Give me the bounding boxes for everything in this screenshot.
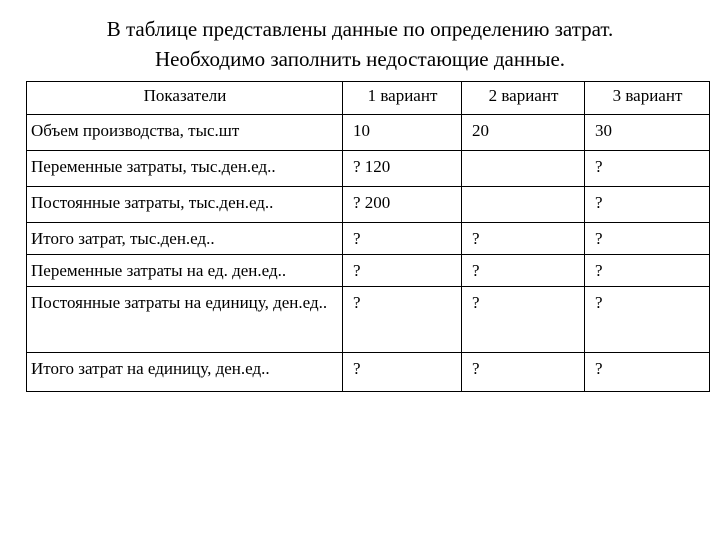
cell-variant-3: ?	[585, 187, 710, 223]
row-label: Постоянные затраты, тыс.ден.ед..	[27, 187, 343, 223]
cost-table	[26, 81, 710, 392]
table-row	[27, 115, 710, 151]
table-header-row	[27, 82, 710, 115]
cell-variant-1: ?	[343, 353, 462, 392]
header-variant-1: 1 вариант	[343, 82, 462, 115]
cell-variant-1: ?	[343, 223, 462, 255]
table-row	[27, 353, 710, 392]
cell-variant-2: ?	[462, 353, 585, 392]
table-row	[27, 151, 710, 187]
page-title	[0, 14, 720, 74]
cell-variant-3: 30	[585, 115, 710, 151]
cell-variant-3: ?	[585, 151, 710, 187]
row-label: Итого затрат, тыс.ден.ед..	[27, 223, 343, 255]
cell-variant-1: ?	[343, 255, 462, 287]
title-line-2: Необходимо заполнить недостающие данные.	[154, 47, 566, 71]
table-row	[27, 255, 710, 287]
table-row	[27, 287, 710, 353]
cell-variant-1: 10	[343, 115, 462, 151]
cell-variant-2	[462, 187, 585, 223]
title-line-1: В таблице представлены данные по определению затрат.	[106, 17, 614, 41]
cell-variant-3: ?	[585, 287, 710, 353]
header-indicators: Показатели	[27, 82, 343, 115]
row-label: Объем производства, тыс.шт	[27, 115, 343, 151]
cell-variant-2: 20	[462, 115, 585, 151]
row-label: Постоянные затраты на единицу, ден.ед..	[27, 287, 343, 353]
cell-variant-3: ?	[585, 223, 710, 255]
row-label: Переменные затраты, тыс.ден.ед..	[27, 151, 343, 187]
cell-variant-2: ?	[462, 255, 585, 287]
cell-variant-3: ?	[585, 255, 710, 287]
header-variant-3: 3 вариант	[585, 82, 710, 115]
cell-variant-1: ?	[343, 287, 462, 353]
cell-variant-2: ?	[462, 287, 585, 353]
header-variant-2: 2 вариант	[462, 82, 585, 115]
row-label: Итого затрат на единицу, ден.ед..	[27, 353, 343, 392]
table-row	[27, 223, 710, 255]
cell-variant-2	[462, 151, 585, 187]
cell-variant-3: ?	[585, 353, 710, 392]
table-row	[27, 187, 710, 223]
cell-variant-2: ?	[462, 223, 585, 255]
row-label: Переменные затраты на ед. ден.ед..	[27, 255, 343, 287]
cell-variant-1: ? 120	[343, 151, 462, 187]
cell-variant-1: ? 200	[343, 187, 462, 223]
